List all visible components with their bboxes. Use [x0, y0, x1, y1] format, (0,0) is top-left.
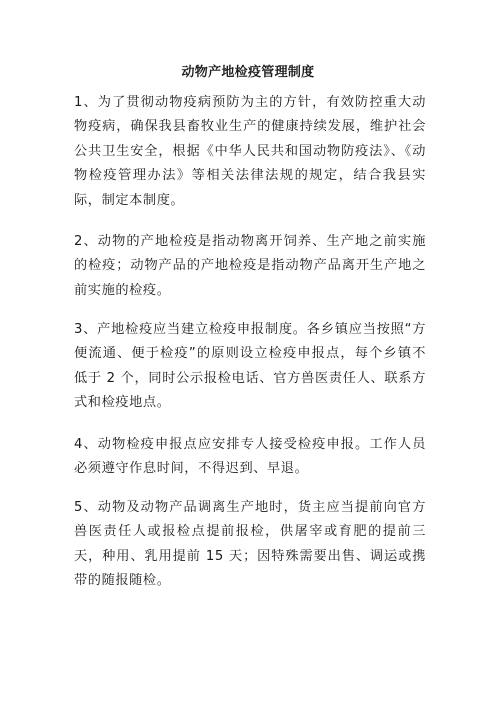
paragraph-1: 1、为了贯彻动物疫病预防为主的方针，有效防控重大动物疫病，确保我县畜牧业生产的健康持续发展，维护社会公共卫生安全，根据《中华人民共和国动物防疫法》、《动物检疫管理办法》等相关法律法规的规定，结合我县实际，制定本制度。	[74, 95, 426, 208]
paragraph-3: 3、产地检疫应当建立检疫申报制度。各乡镇应当按照“方便流通、便于检疫”的原则设立检疫申报点，每个乡镇不低于 2 个，同时公示报检电话、官方兽医责任人、联系方式和检疫地点。	[74, 322, 426, 411]
paragraph-2: 2、动物的产地检疫是指动物离开饲养、生产地之前实施的检疫；动物产品的产地检疫是指动物产品离开生产地之前实施的检疫。	[74, 234, 426, 298]
paragraph-5: 5、动物及动物产品调离生产地时，货主应当提前向官方兽医责任人或报检点提前报检，供屠宰或育肥的提前三天，种用、乳用提前 15 天；因特殊需要出售、调运或携带的随报随检。	[74, 500, 426, 589]
document-title: 动物产地检疫管理制度	[181, 65, 315, 80]
paragraph-4: 4、动物检疫申报点应安排专人接受检疫申报。工作人员必须遵守作息时间，不得迟到、早退。	[74, 437, 426, 477]
